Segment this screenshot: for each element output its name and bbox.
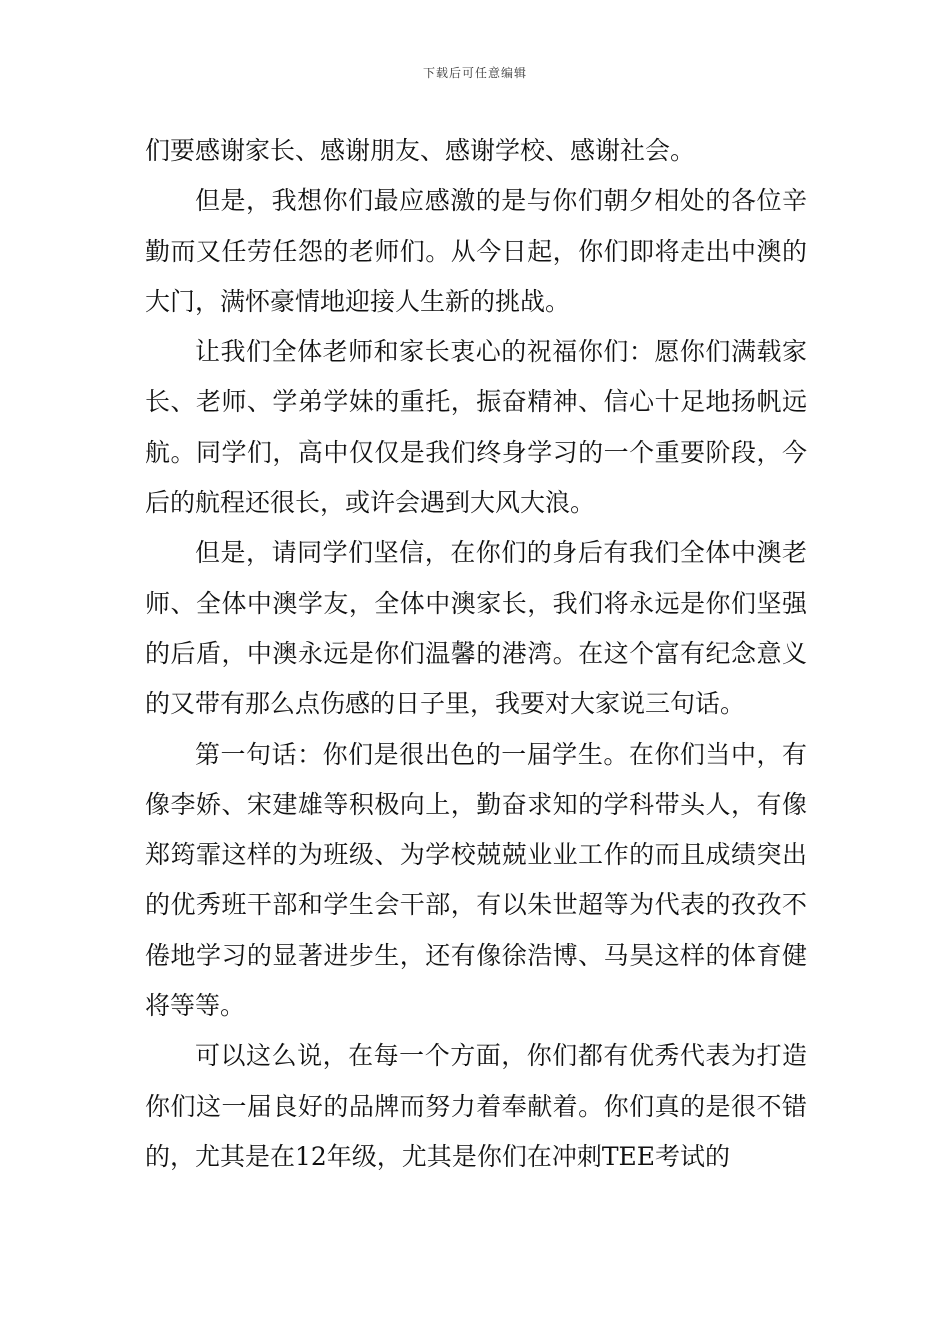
page-header: 下载后可任意编辑 [422,66,527,80]
paragraph-6: 可以这么说，在每一个方面，你们都有优秀代表为打造你们这一届良好的品牌而努力着奉献着。你们真的是很不错的，尤其是在12年级，尤其是你们在冲刺TEE考试的 [145,1041,807,1171]
paragraph-4: 但是，请同学们坚信，在你们的身后有我们全体中澳老师、全体中澳学友，全体中澳家长，我们将永远是你们坚强的后盾，中澳永远是你们温馨的港湾。在这个富有纪念意义的又带有那么点伤感的日子里，我要对大家说三句话。 [145,538,807,719]
paragraph-1: 们要感谢家长、感谢朋友、感谢学校、感谢社会。 [145,136,696,165]
paragraph-2: 但是，我想你们最应感激的是与你们朝夕相处的各位辛勤而又任劳任怨的老师们。从今日起，你们即将走出中澳的大门，满怀豪情地迎接人生新的挑战。 [145,186,807,316]
paragraph-5: 第一句话：你们是很出色的一届学生。在你们当中，有像李娇、宋建雄等积极向上，勤奋求知的学科带头人，有像郑筠霏这样的为班级、为学校兢兢业业工作的而且成绩突出的优秀班干部和学生会干部，有以朱世超等为代表的孜孜不倦地学习的显著进步生，还有像徐浩博、马昊这样的体育健将等等。 [145,739,807,1021]
paragraph-3: 让我们全体老师和家长衷心的祝福你们：愿你们满载家长、老师、学弟学妹的重托，振奋精神、信心十足地扬帆远航。同学们，高中仅仅是我们终身学习的一个重要阶段，今后的航程还很长，或许会遇到大风大浪。 [145,337,807,518]
document-body [145,126,807,1182]
